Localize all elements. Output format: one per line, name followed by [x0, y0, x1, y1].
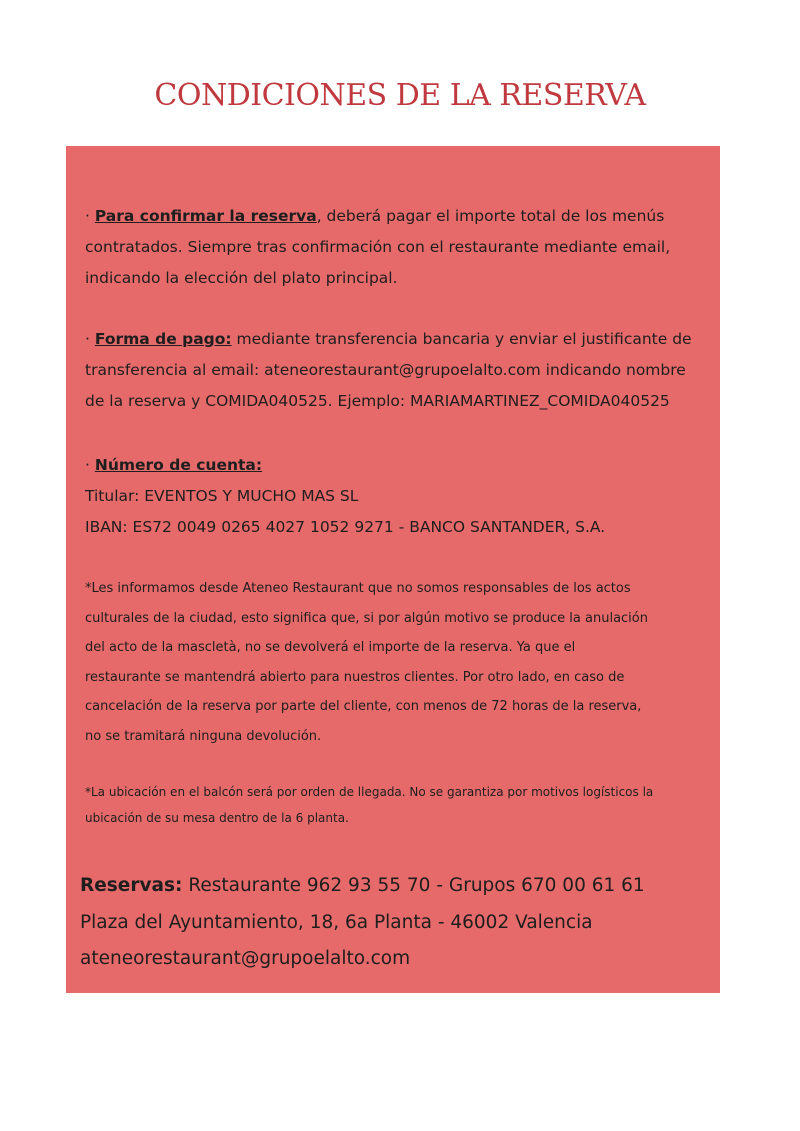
notice1-line: culturales de la ciudad, esto significa que, si por algún motivo se produce la anulación [85, 610, 648, 626]
contact-phones: Restaurante 962 93 55 70 - Grupos 670 00 61 61 [182, 875, 645, 896]
confirm-bullet: · [85, 207, 95, 225]
account-paragraph [85, 450, 710, 543]
notice1-line: no se tramitará ninguna devolución. [85, 728, 322, 744]
notice2-line: ubicación de su mesa dentro de la 6 planta. [85, 811, 349, 825]
confirm-text-2: contratados. Siempre tras confirmación con el restaurante mediante email, [85, 238, 671, 256]
confirm-text-1: , deberá pagar el importe total de los menús [316, 207, 665, 225]
contact-address: Plaza del Ayuntamiento, 18, 6a Planta - 46002 Valencia [80, 911, 593, 933]
contact-label: Reservas: [80, 875, 183, 896]
contact-line-1 [80, 868, 710, 905]
confirm-label: Para confirmar la reserva [94, 207, 317, 225]
notice1-line: del acto de la mascletà, no se devolverá el importe de la reserva. Ya que el [85, 640, 576, 655]
confirm-paragraph [85, 201, 710, 294]
notice1-line: cancelación de la reserva por parte del cliente, con menos de 72 horas de la reserva, [85, 699, 642, 714]
notice1-line: *Les informamos desde Ateneo Restaurant que no somos responsables de los actos [85, 581, 631, 596]
account-bullet: · [85, 456, 95, 474]
payment-label: Forma de pago: [94, 330, 232, 348]
account-iban: IBAN: ES72 0049 0265 4027 1052 9271 - BANCO SANTANDER, S.A. [85, 518, 606, 536]
account-holder: Titular: EVENTOS Y MUCHO MAS SL [85, 487, 359, 505]
confirm-line-1 [85, 201, 710, 232]
payment-text-2: transferencia al email: ateneorestaurant@grupoelalto.com indicando nombre [85, 361, 686, 379]
notice2-line: *La ubicación en el balcón será por orden de llegada. No se garantiza por motivos logísticos la [85, 785, 654, 799]
contact-email[interactable]: ateneorestaurant@grupoelalto.com [80, 948, 411, 969]
payment-text-3: de la reserva y COMIDA040525. Ejemplo: MARIAMARTINEZ_COMIDA040525 [85, 392, 670, 410]
notice1-line: restaurante se mantendrá abierto para nuestros clientes. Por otro lado, en caso de [85, 669, 625, 685]
confirm-text-3: indicando la elección del plato principal. [85, 269, 398, 287]
payment-line-1 [85, 324, 710, 355]
payment-text-1: mediante transferencia bancaria y enviar el justificante de [231, 330, 692, 348]
account-label: Número de cuenta: [94, 456, 263, 474]
notice-responsibility [85, 574, 710, 751]
payment-paragraph [85, 324, 710, 417]
account-line-1 [85, 450, 710, 481]
page-title: CONDICIONES DE LA RESERVA [154, 78, 646, 113]
conditions-panel [66, 146, 720, 993]
payment-bullet: · [85, 330, 95, 348]
notice-balcony [85, 779, 710, 831]
contact-block [80, 868, 710, 978]
